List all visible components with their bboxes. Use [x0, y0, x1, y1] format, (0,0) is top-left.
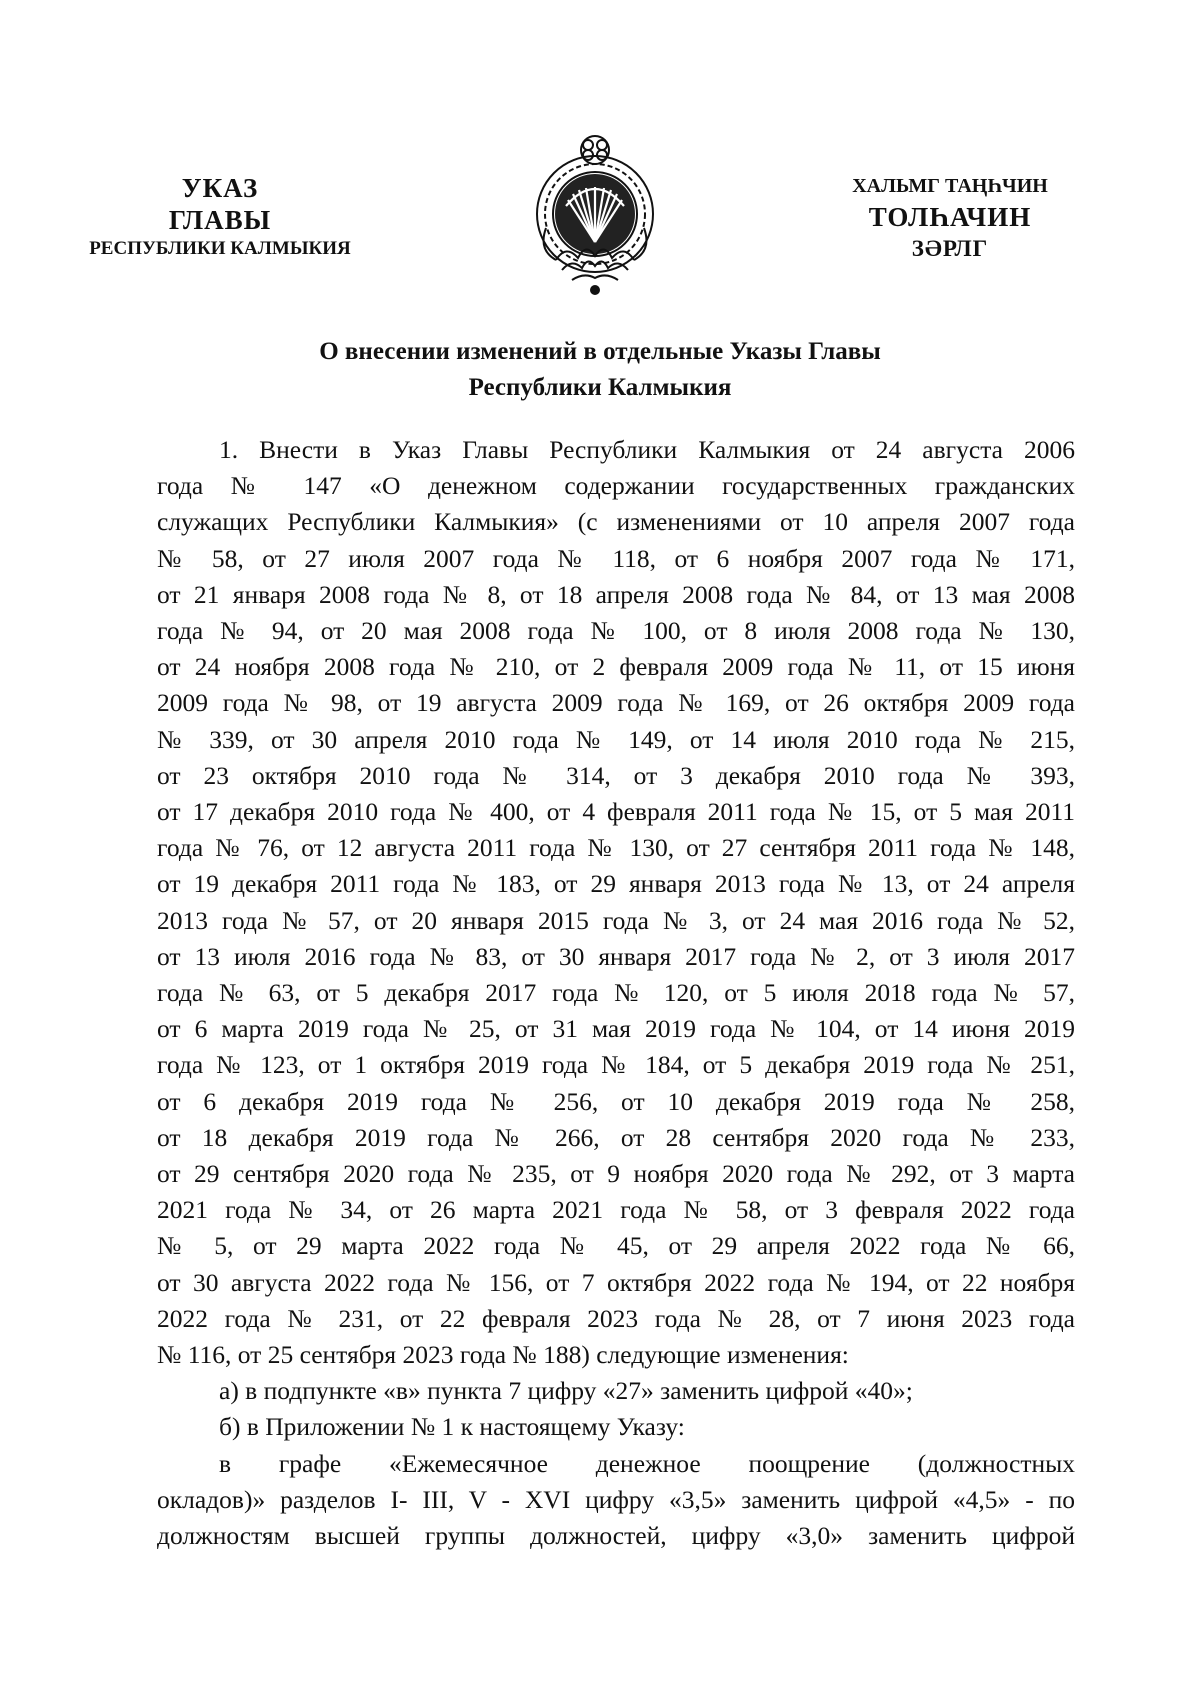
header-right-kalmyk	[830, 172, 1070, 264]
body-line: 2021 года № 34, от 26 марта 2021 года № 58, от 3 февраля 2022 года	[157, 1195, 1075, 1225]
body-line: от 17 декабря 2010 года № 400, от 4 февраля 2011 года № 15, от 5 мая 2011	[157, 797, 1075, 827]
document-body	[157, 432, 1075, 1554]
kalmykia-coat-of-arms-icon	[516, 132, 674, 300]
body-line: от 29 сентября 2020 года № 235, от 9 ноября 2020 года № 292, от 3 марта	[157, 1159, 1075, 1189]
header-right-line-2: ТОЛҺАЧИН	[868, 202, 1032, 232]
body-line: от 24 ноября 2008 года № 210, от 2 февраля 2009 года № 11, от 15 июня	[157, 652, 1075, 682]
body-line: № 58, от 27 июля 2007 года № 118, от 6 ноября 2007 года № 171,	[157, 543, 1075, 573]
body-line: 2022 года № 231, от 22 февраля 2023 года № 28, от 7 июня 2023 года	[157, 1303, 1075, 1333]
body-line: от 13 июля 2016 года № 83, от 30 января 2017 года № 2, от 3 июля 2017	[157, 941, 1075, 971]
body-line: в графе «Ежемесячное денежное поощрение (должностных	[219, 1448, 1075, 1478]
body-line: окладов)» разделов I- III, V - XVI цифру «3,5» заменить цифрой «4,5» - по	[157, 1484, 1075, 1514]
body-line: года № 76, от 12 августа 2011 года № 130, от 27 сентября 2011 года № 148,	[157, 833, 1075, 863]
title-line-1: О внесении изменений в отдельные Указы Главы	[319, 338, 881, 365]
item-a: а) в подпункте «в» пункта 7 цифру «27» заменить цифрой «40»;	[219, 1376, 913, 1406]
paragraph-1	[157, 432, 1075, 1373]
body-line: от 21 января 2008 года № 8, от 18 апреля 2008 года № 84, от 13 мая 2008	[157, 579, 1075, 609]
body-line: года № 94, от 20 мая 2008 года № 100, от 8 июля 2008 года № 130,	[157, 616, 1075, 646]
body-line: 2009 года № 98, от 19 августа 2009 года № 169, от 26 октября 2009 года	[157, 688, 1075, 718]
body-line: должностям высшей группы должностей, цифру «3,0» заменить цифрой	[157, 1521, 1075, 1551]
body-line: от 19 декабря 2011 года № 183, от 29 января 2013 года № 13, от 24 апреля	[157, 869, 1075, 899]
body-line: служащих Республики Калмыкия» (с изменениями от 10 апреля 2007 года	[157, 507, 1075, 537]
header-right-line-3: ЗӘРЛГ	[911, 236, 989, 261]
body-line: № 116, от 25 сентября 2023 года № 188) следующие изменения:	[157, 1340, 849, 1370]
body-line: № 5, от 29 марта 2022 года № 45, от 29 апреля 2022 года № 66,	[157, 1231, 1075, 1261]
header-left-line-3: РЕСПУБЛИКИ КАЛМЫКИЯ	[89, 238, 351, 259]
body-line: года № 123, от 1 октября 2019 года № 184, от 5 декабря 2019 года № 251,	[157, 1050, 1075, 1080]
body-line: года № 147 «О денежном содержании государственных гражданских	[157, 471, 1075, 501]
body-line: от 6 декабря 2019 года № 256, от 10 декабря 2019 года № 258,	[157, 1086, 1075, 1116]
paragraph-2	[157, 1446, 1075, 1555]
item-b: б) в Приложении № 1 к настоящему Указу:	[219, 1412, 685, 1442]
header-left-line-2: ГЛАВЫ	[168, 205, 272, 235]
body-line: от 23 октября 2010 года № 314, от 3 декабря 2010 года № 393,	[157, 760, 1075, 790]
header-right-line-1: ХАЛЬМГ ТАҢҺЧИН	[852, 175, 1048, 197]
document-title	[150, 334, 1050, 406]
title-line-2: Республики Калмыкия	[468, 374, 732, 401]
body-line: № 339, от 30 апреля 2010 года № 149, от 14 июля 2010 года № 215,	[157, 724, 1075, 754]
body-line: от 30 августа 2022 года № 156, от 7 октября 2022 года № 194, от 22 ноября	[157, 1267, 1075, 1297]
body-line: 1. Внести в Указ Главы Республики Калмыкия от 24 августа 2006	[219, 435, 1075, 464]
body-line: года № 63, от 5 декабря 2017 года № 120, от 5 июля 2018 года № 57,	[157, 978, 1075, 1008]
body-line: от 18 декабря 2019 года № 266, от 28 сентября 2020 года № 233,	[157, 1122, 1075, 1152]
header-left-russian	[70, 172, 370, 262]
body-line: от 6 марта 2019 года № 25, от 31 мая 2019 года № 104, от 14 июня 2019	[157, 1014, 1075, 1044]
body-line: 2013 года № 57, от 20 января 2015 года № 3, от 24 мая 2016 года № 52,	[157, 905, 1075, 935]
header-left-line-1: УКАЗ	[181, 173, 259, 203]
